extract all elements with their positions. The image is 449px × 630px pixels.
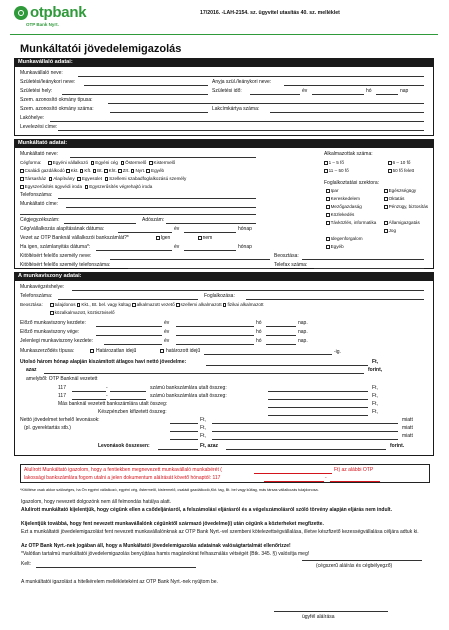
acct-2-ft: Ft, [372,393,378,399]
forint-label: forint, [368,367,383,373]
reg-number-label: Cégjegyzékszám: [20,217,60,223]
founded-year-unit: év [174,226,180,232]
company-form-row4 [20,184,152,190]
company-form-option[interactable]: Kistermelő [149,160,175,165]
avg-income-ft: Ft, [372,359,379,365]
tax-number-field[interactable] [166,223,256,224]
total-deductions-label: Levonások összesen: [98,443,150,449]
deduction-2-ft: Ft, [200,425,206,431]
prev-start-label: Előző munkaviszony kezdete: [20,320,86,326]
statement-6: *Valótlan tartalmú munkáltatói jövedelemigazolás benyújtása hamis magánokirat felhasználás vétségét (Btk. 345. §) valósítja meg! [21,551,310,557]
birth-name-field[interactable] [84,85,208,86]
employer-name-field[interactable] [70,157,256,158]
avg-income-field[interactable] [206,365,368,366]
notice-account-part2[interactable] [330,481,380,482]
company-form-option[interactable]: Egyszerűsítés végrehajtó iroda [85,184,153,189]
company-form-row3 [20,176,186,182]
signer-phone-field[interactable] [128,268,270,269]
client-signature-label: ügyfél aláírása [302,614,335,620]
employee-name-field[interactable] [78,76,424,77]
fax-field[interactable] [314,268,424,269]
address-card-field[interactable] [270,112,424,113]
deduction-3-amount[interactable] [170,439,198,440]
deduction-3-reason[interactable] [212,439,398,440]
current-start-day-unit: nap. [298,338,308,344]
acct-2-part2[interactable] [110,399,146,400]
section-employee-header: Munkavállaló adatai: [14,58,434,66]
other-bank-amount-field[interactable] [268,407,368,408]
prev-start-month-field[interactable] [176,326,254,327]
company-form-row1 [48,160,175,166]
month-label: hó [366,88,372,94]
fax-label: Telefax száma: [274,262,308,268]
current-start-year-field[interactable] [104,344,162,345]
job-field[interactable] [246,299,424,300]
sector-option[interactable]: Államigazgatás [384,220,420,226]
residence-label: Lakóhelye: [20,115,45,121]
account-year-unit: év [174,244,180,250]
tax-number-label: Adószám: [142,217,165,223]
founded-month-unit: hónap [238,226,252,232]
birth-date-label: Születési idő: [212,88,242,94]
total-deductions-amount[interactable] [158,449,198,450]
company-form-option[interactable]: Kkt. [66,168,79,173]
company-form-option[interactable]: Kft. [80,168,92,173]
reg-number-field[interactable] [64,223,136,224]
header-divider [10,34,438,35]
prev-end-month-field[interactable] [176,335,254,336]
other-bank-label: Más banknál vezetett bankszámlára utalt összeg: [58,401,168,407]
birth-day-field[interactable] [376,94,398,95]
prev-start-year-unit: év [164,320,170,326]
of-which-label: amelyből: OTP Banknál vezetett [26,376,98,382]
sector-option[interactable]: Távközlés, informatika [326,220,376,226]
headcount-title: Alkalmazottak száma: [324,151,373,157]
deductions-example: (pl. gyerektartás stb.) [24,425,71,431]
statement-2: Alulírott munkáltató kijelentjük, hogy cégünk ellen a csődeljárásról, a felszámolási eljárásról és a végelszámolásról szóló törvény alapján eljárás nem indult. [21,507,392,513]
company-signature-line[interactable] [302,560,422,561]
signer-name-label: Kitöltésért felelős személy neve: [20,253,92,259]
acct-1-desc: számú bankszámlára utalt összeg: [150,385,227,391]
job-label: Foglalkozása: [204,293,235,299]
sector-option[interactable]: Kereskedelem [326,196,360,202]
deduction-1-miatt: miatt [402,417,413,423]
address-card-label: Lakcímkártya száma: [212,106,260,112]
sector-option[interactable]: Idegenforgalom [326,236,363,242]
headcount-option[interactable]: 6 – 10 fő [388,160,410,166]
position-option[interactable]: alkalmazott vezető [132,302,175,307]
company-form-option[interactable]: Egyéni vállalkozó [48,160,88,165]
deductions-label: Nettó jövedelmet terhelő levonások: [20,417,100,423]
otp-account-no[interactable]: nem [198,235,212,241]
company-form-option[interactable]: Őstermelő [121,160,147,165]
notice-line1: Alulírott Munkáltató igazolom, hogy a fentiekben megnevezett munkavállaló munkabérét ( [24,467,222,473]
position-options-row1 [50,302,263,308]
prev-start-day-unit: nap. [298,320,308,326]
prev-end-day-unit: nap. [298,329,308,335]
prev-start-day-field[interactable] [266,326,296,327]
founded-label: Cég/vállalkozás alapításának dátuma: [20,226,105,232]
employer-address-label: Munkáltató címe: [20,201,59,207]
deduction-3-ft: Ft, [200,433,206,439]
company-form-option[interactable]: Alapítvány [49,176,75,181]
acct-2-part1[interactable] [72,399,106,400]
position-option[interactable]: szellemi alkalmazott [176,302,222,307]
statement-3: Kijelentjük továbbá, hogy fent nevezett munkavállalónk cégünktől származó jövedelme(i) után cégünk a közterheket megfizette. [21,521,324,527]
acct-1-part2[interactable] [110,391,146,392]
birth-name-label: Születési/leánykori neve: [20,79,76,85]
account-month-unit: hónap [238,244,252,250]
company-signature-label: (cégszerű aláírás és cégbélyegző) [316,563,393,569]
section-employment-header: A munkaviszony adatai: [14,272,434,280]
contract-type-label: Munkaszerződés típusa: [20,348,75,354]
sector-option[interactable]: Egyéb [326,244,344,250]
work-phone-field[interactable] [58,299,198,300]
otp-account-yes[interactable]: Igen [156,235,170,241]
company-form-option[interactable]: Zrt. [118,168,129,173]
company-form-option[interactable]: Egyesület [77,176,102,181]
workplace-label: Munkavégzéshelye: [20,284,65,290]
prev-end-label: Előző munkaviszony vége: [20,329,80,335]
contract-indefinite-option[interactable]: Határozatlan idejű [90,348,136,354]
notice-account-part1[interactable] [264,481,324,482]
deduction-2-miatt: miatt [402,425,413,431]
current-start-month-unit: hó [256,338,262,344]
employer-address-field-2[interactable] [20,214,256,215]
signer-phone-label: Kitöltésért felelős személy telefonszáma: [20,262,111,268]
acct-1-amount-field[interactable] [268,391,368,392]
total-deductions-forint: forint. [390,443,405,449]
statement-5: Az OTP Bank Nyrt.-nek jogában áll, hogy a Munkáltatói jövedelemigazolás adatainak valóságtartalmát ellenőrizze! [21,543,291,549]
company-form-option[interactable]: Társasház [20,176,46,181]
cash-amount-field[interactable] [268,415,368,416]
sector-option[interactable]: Mezőgazdaság [326,204,362,210]
position-option[interactable]: fizikai alkalmazott [223,302,264,307]
id-number-field[interactable] [110,112,208,113]
mail-address-label: Levelezési címe: [20,124,58,130]
logo-subtitle: OTP Bank Nyrt. [26,22,59,27]
deduction-2-amount[interactable] [170,431,198,432]
prev-end-day-field[interactable] [266,335,296,336]
acct-prefix-2: 117 [58,393,66,399]
page-title: Munkáltatói jövedelemigazolás [20,43,182,55]
employer-name-label: Munkáltató neve: [20,151,59,157]
headcount-option[interactable]: 1 – 5 fő [324,160,344,166]
statement-7: A munkáltatói igazolást a hitelkérelem mellékleteként az OTP Bank Nyrt.-nek nyújtom be. [21,579,218,585]
deduction-1-reason[interactable] [212,423,398,424]
acct-2-amount-field[interactable] [268,399,368,400]
otp-logo-icon [14,6,28,20]
reference-number: 17/2016. -LAH-2154. sz. ügyvitel utasítás 40. sz. melléklet [200,10,340,16]
mother-name-label: Anyja szül./leánykori neve: [212,79,272,85]
birth-year-field[interactable] [250,94,300,95]
total-deductions-words[interactable] [226,449,386,450]
until-label: -ig. [334,349,341,355]
company-form-option[interactable]: Családi gazdálkodó [20,168,65,173]
deduction-1-amount[interactable] [170,423,198,424]
sector-option[interactable]: Ipar [326,188,339,194]
mother-name-field[interactable] [284,85,424,86]
statement-4: Ezt a munkáltatói jövedelemigazolást fent nevezett munkavállalónknak az OTP Bank Nyrt.-vel szembeni kötelezettségvállalása, illetve készfizető kezességvállalása céljára adtuk ki. [21,529,419,535]
birth-month-field[interactable] [312,94,364,95]
prev-end-year-unit: év [164,329,170,335]
acct-2-desc: számú bankszámlára utalt összeg: [150,393,227,399]
acct-1-part1[interactable] [72,391,106,392]
sector-option[interactable]: Oktatás [384,196,404,202]
otp-account-question: Vezet az OTP Banknál vállalkozói bankszámlát?* [20,235,129,241]
sector-title: Foglalkoztatási szektora: [324,180,380,186]
employee-name-label: Munkavállaló neve: [20,70,63,76]
kelt-field[interactable] [36,567,196,568]
work-phone-label: Telefonszáma: [20,293,53,299]
deduction-3-miatt: miatt [402,433,413,439]
position-option[interactable]: közalkalmazott, köztisztviselő [50,310,115,316]
id-type-label: Szem. azonosító okmány típusa: [20,97,93,103]
prev-end-year-field[interactable] [96,335,162,336]
founded-month-field[interactable] [184,232,236,233]
company-form-option[interactable]: Egyéni cég [91,160,118,165]
headcount-option[interactable]: 11 – 50 fő [324,168,349,174]
employer-phone-label: Telefonszáma: [20,192,53,198]
company-form-option[interactable]: Bt. [93,168,103,173]
sector-option[interactable]: Jog [384,228,396,234]
current-start-day-field[interactable] [266,344,296,345]
sector-option[interactable]: Pénzügy, biztosítás [384,204,428,210]
deduction-1-ft: Ft, [200,417,206,423]
account-date-month-field[interactable] [184,250,236,251]
company-form-option[interactable]: Egyéb [146,168,164,173]
current-start-year-unit: év [164,338,170,344]
sector-option[interactable]: Közlekedés [326,212,354,218]
kelt-label: Kelt: [21,561,32,567]
section-employer-header: Munkáltató adatai: [14,139,434,147]
position-label: Beosztása: [20,302,43,307]
company-form-row2 [20,168,164,174]
prev-end-month-unit: hó [256,329,262,335]
notice-salary-field[interactable] [254,473,332,474]
notice-dash-1: - [325,475,327,481]
signer-position-field[interactable] [302,259,424,260]
company-form-label: Cégforma: [20,160,42,165]
year-label: év [302,88,308,94]
deduction-2-reason[interactable] [212,431,398,432]
contract-end-field[interactable] [204,354,332,355]
company-form-option[interactable]: Szellemi szabadfoglalkozású személy [105,176,187,181]
acct-prefix-1: 117 [58,385,66,391]
employer-address-field[interactable] [66,207,256,208]
contract-fixed-option[interactable]: határozott idejű [160,348,200,354]
notice-line1-end: Ft) az alábbi OTP [334,467,374,473]
residence-field[interactable] [50,121,424,122]
account-date-year-field[interactable] [96,250,172,251]
signer-name-field[interactable] [110,259,270,260]
avg-income-label: Utolsó három hónap alapján kiszámított átlagos havi nettó jövedelme: [20,359,187,365]
acct-dash: - [106,393,108,399]
workplace-field[interactable] [72,290,424,291]
company-form-option[interactable]: Egyszerűsítés ügyvédi iroda [20,184,82,189]
sector-option[interactable]: Egészségügy [384,188,416,194]
id-type-field[interactable] [108,103,424,104]
logo-text: otpbank [30,4,87,21]
avg-income-words-field[interactable] [44,373,364,374]
employer-phone-field[interactable] [58,198,256,199]
other-bank-ft: Ft, [372,401,378,407]
footnote: *Kitöltése csak akkor szükséges, ha Ön egyéni vállalkozó, egyéni cég, őstermelő, kistermelő, családi gazdálkodó,Kkt. tag, Bt. bel vagy kültag, más társas vállalkozás tulajdonosa. [20,488,319,492]
total-deductions-ft-azaz: Ft, azaz [200,443,219,449]
cash-label: Készpénzben kifizetett összeg: [98,409,167,415]
current-start-month-field[interactable] [176,344,254,345]
headcount-option[interactable]: 50 fő felett [388,168,414,174]
signer-position-label: Beosztása: [274,253,299,259]
mail-address-field[interactable] [58,130,424,131]
acct-1-ft: Ft, [372,385,378,391]
client-signature-line[interactable] [274,611,388,612]
prev-start-month-unit: hó [256,320,262,326]
notice-line2: lakossági bankszámlára fogom utalni a jelen dokumentum aláírását követő hónaptól: 117 [24,475,221,481]
company-form-option[interactable]: Nyrt. [131,168,145,173]
founded-year-field[interactable] [118,232,172,233]
acct-dash: - [106,385,108,391]
position-option[interactable]: Kkt., Bt. bel. vagy kültag [77,302,131,307]
prev-start-year-field[interactable] [96,326,162,327]
id-number-label: Szem. azonosító okmány száma: [20,106,94,112]
day-label: nap [400,88,409,94]
account-date-label: Ha igen, számlanyitás dátuma*: [20,244,91,250]
current-start-label: Jelenlegi munkaviszony kezdete: [20,338,94,344]
statement-1: Igazolom, hogy nevezett dolgozónk nem áll felmondás hatálya alatt. [21,499,172,505]
birth-place-label: Születési hely: [20,88,53,94]
cash-ft: Ft, [372,409,378,415]
position-option[interactable]: tulajdonos [50,302,76,307]
azaz-label: azaz [26,367,37,373]
company-form-option[interactable]: Kht. [104,168,117,173]
birth-place-field[interactable] [62,94,208,95]
